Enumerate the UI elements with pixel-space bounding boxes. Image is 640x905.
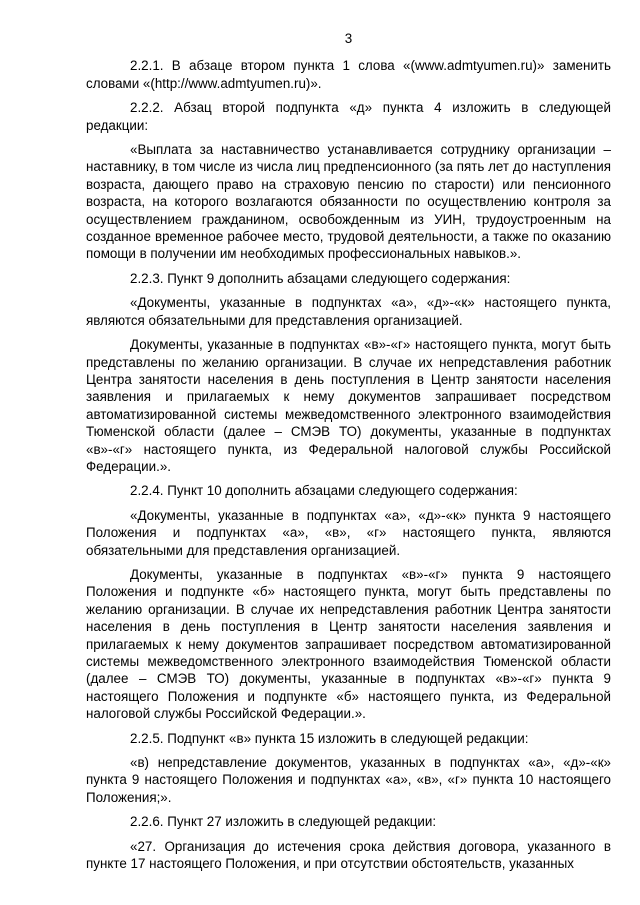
quote-documents-optional-10: Документы, указанные в подпунктах «в»-«г» пункта 9 настоящего Положения и подпункте «б» настоящего пункта, могут быть представлены по желанию организации. В случае их непредставления работник Центра занятости населения в день поступления в Центр занятости населения заявления и прилагаемых к нему документов запрашивает посредством автоматизированной системы межведомственного электронного взаимодействия Тюменской области (далее – СМЭВ ТО) документы, указанные в подпунктах «в»-«г» пункта 9 настоящего Положения и подпункте «б» настоящего пункта, из Федеральной налоговой службы Российской Федерации.».: [86, 566, 611, 722]
paragraph-2-2-4: 2.2.4. Пункт 10 дополнить абзацами следующего содержания:: [130, 483, 518, 499]
paragraph-2-2-5: 2.2.5. Подпункт «в» пункта 15 изложить в следующей редакции:: [130, 730, 529, 746]
paragraph-2-2-6: 2.2.6. Пункт 27 изложить в следующей редакции:: [130, 814, 437, 830]
quote-documents-mandatory-10: «Документы, указанные в подпунктах «а», «д»-«к» пункта 9 настоящего Положения и подпунктах «а», «в», «г» настоящего пункта, являются обязательными для представления организацией.: [86, 507, 611, 558]
paragraph-2-2-1: 2.2.1. В абзаце втором пункта 1 слова «(www.admtyumen.ru)» заменить словами «(http://www.admtyumen.ru)».: [86, 58, 611, 91]
paragraph-2-2-3: 2.2.3. Пункт 9 дополнить абзацами следующего содержания:: [130, 270, 511, 286]
page-number: 3: [344, 31, 353, 46]
quote-subpoint-v: «в) непредставление документов, указанных в подпунктах «а», «д»-«к» пункта 9 настоящего Положения и подпунктах «а», «в», «г» пункта 10 настоящего Положения;».: [86, 755, 611, 805]
quote-documents-optional-9: Документы, указанные в подпунктах «в»-«г» настоящего пункта, могут быть представлены по желанию организации. В случае их непредставления работник Центра занятости населения в день поступления в Центр занятости населения заявления и прилагаемых к нему документов запрашивает посредством автоматизированной системы межведомственного электронного взаимодействия Тюменской области (далее – СМЭВ ТО) документы, указанные в подпунктах «в»-«г» настоящего пункта, из Федеральной налоговой службы Российской Федерации.».: [86, 337, 611, 474]
paragraph-2-2-2: 2.2.2. Абзац второй подпункта «д» пункта 4 изложить в следующей редакции:: [86, 100, 611, 133]
quote-point-27: «27. Организация до истечения срока действия договора, указанного в пункте 17 настоящего Положения, и при отсутствии обстоятельств, указанных: [86, 838, 611, 872]
quote-mentorship-payment: «Выплата за наставничество устанавливается сотруднику организации – наставнику, в том числе из числа лиц предпенсионного (за пять лет до наступления возраста, дающего право на страховую пенсию по старости) или пенсионного возраста, на которого возлагаются обязанности по осуществлению контроля за осуществлением гражданином, освобожденным из УИН, трудоустроенным на созданное временное рабочее место, трудовой деятельности, а также по оказанию помощи в получении им необходимых профессиональных навыков.».: [86, 142, 611, 262]
quote-documents-mandatory-9: «Документы, указанные в подпунктах «а», «д»-«к» настоящего пункта, являются обязательными для представления организацией.: [86, 295, 611, 328]
